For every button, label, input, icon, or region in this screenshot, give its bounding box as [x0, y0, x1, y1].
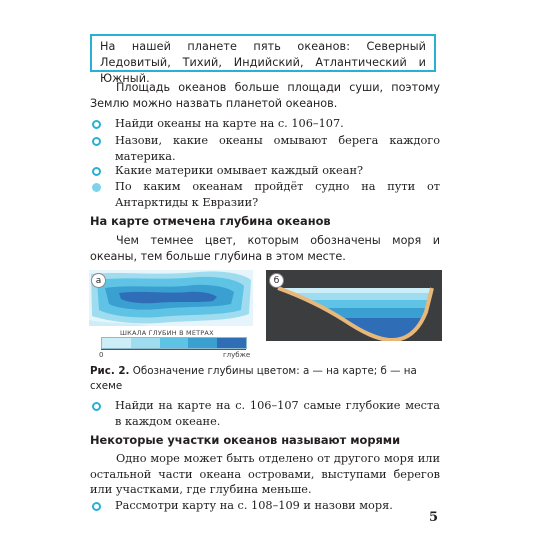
figure-section-panel	[266, 270, 442, 341]
panel-a-label: а	[91, 273, 106, 288]
heading-ocean-depth: На карте отмечена глубина океанов	[90, 214, 331, 228]
task-bullet-icon	[92, 167, 101, 176]
task-bullet-icon	[92, 502, 101, 511]
panel-b-label: б	[269, 273, 284, 288]
depth-scale-title: ШКАЛА ГЛУБИН В МЕТРАХ	[120, 329, 214, 337]
task-name-seas: Рассмотри карту на с. 108–109 и назови моря.	[115, 499, 393, 512]
depth-scale-max: глубже	[223, 351, 251, 359]
figure-map-panel	[89, 270, 253, 326]
task-deepest-places: Найди на карте на с. 106–107 самые глубокие места в каждом океане.	[115, 399, 440, 428]
paragraph-seas: Одно море может быть отделено от другого моря или остальной части океана островами, выступами берегов или участками, где глубина меньше.	[90, 452, 440, 496]
task-bullet-filled-icon	[92, 183, 101, 192]
task-which-continents: Какие материки омывает каждый океан?	[115, 164, 364, 177]
depth-map-illustration	[89, 270, 253, 326]
paragraph-ocean-area: Площадь океанов больше площади суши, поэтому Землю можно назвать планетой океанов.	[90, 81, 440, 110]
task-bullet-icon	[92, 120, 101, 129]
intro-box-text: На нашей планете пять океанов: Северный Ледовитый, Тихий, Индийский, Атлантический и Южный.	[100, 40, 426, 85]
heading-seas: Некоторые участки океанов называют морями	[90, 433, 401, 447]
depth-scale-step	[102, 338, 131, 348]
depth-section-illustration	[266, 270, 442, 341]
depth-scale-step	[131, 338, 160, 348]
task-bullet-icon	[92, 137, 101, 146]
intro-box	[90, 34, 436, 85]
depth-scale-min: 0	[99, 351, 104, 359]
depth-scale-step	[160, 338, 189, 348]
depth-scale-step	[217, 338, 246, 348]
figure-caption	[90, 364, 440, 394]
task-find-oceans: Найди океаны на карте на с. 106–107.	[115, 117, 344, 130]
depth-scale-step	[188, 338, 217, 348]
paragraph-depth-color: Чем темнее цвет, которым обозначены моря и океаны, тем больше глубина в этом месте.	[90, 234, 440, 263]
depth-scale-arrow	[101, 349, 246, 350]
caption-text: Обозначение глубины цветом: а — на карте; б — на схеме	[90, 365, 417, 392]
page-number: 5	[429, 510, 439, 525]
task-name-oceans: Назови, какие океаны омывают берега каждого материка.	[115, 134, 440, 163]
task-ship-route: По каким океанам пройдёт судно на пути от Антарктиды к Евразии?	[115, 180, 440, 209]
depth-scale-bar	[101, 337, 247, 349]
caption-prefix: Рис. 2.	[90, 365, 130, 377]
task-bullet-icon	[92, 402, 101, 411]
